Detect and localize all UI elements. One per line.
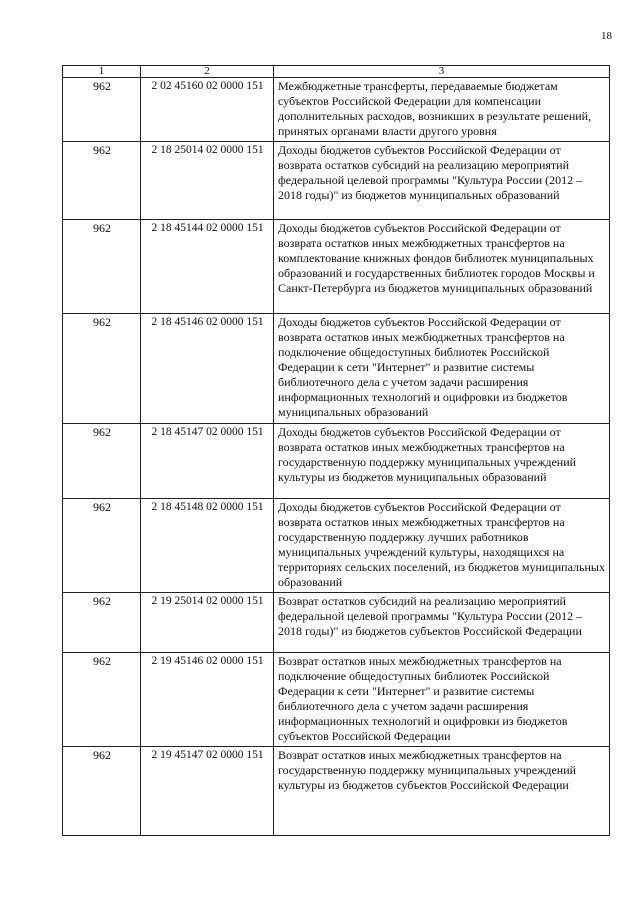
budget-code-cell: 2 02 45160 02 0000 151	[141, 78, 274, 142]
admin-code-cell: 962	[63, 142, 141, 220]
table-row	[63, 78, 610, 142]
admin-code-cell: 962	[63, 78, 141, 142]
table-row	[63, 424, 610, 499]
admin-code-cell: 962	[63, 593, 141, 653]
admin-code-cell: 962	[63, 499, 141, 593]
table-row	[63, 314, 610, 424]
income-name-cell: Доходы бюджетов субъектов Российской Федерации от возврата остатков иных межбюджетных трансфертов на государственную поддержку лучших работников муниципальных учреждений культуры, находящихся на территориях сельских поселений, из бюджетов муниципальных образований	[274, 499, 610, 593]
income-name-cell: Межбюджетные трансферты, передаваемые бюджетам субъектов Российской Федерации для компенсации дополнительных расходов, возникших в результате решений, принятых органами власти другого уровня	[274, 78, 610, 142]
table-row	[63, 499, 610, 593]
table-row	[63, 593, 610, 653]
admin-code-cell: 962	[63, 220, 141, 314]
budget-code-cell: 2 18 45144 02 0000 151	[141, 220, 274, 314]
admin-code-cell: 962	[63, 747, 141, 836]
income-name-cell: Доходы бюджетов субъектов Российской Федерации от возврата остатков иных межбюджетных трансфертов на государственную поддержку муниципальных учреждений культуры из бюджетов муниципальных образований	[274, 424, 610, 499]
admin-code-cell: 962	[63, 653, 141, 747]
income-name-cell: Возврат остатков субсидий на реализацию мероприятий федеральной целевой программы "Культура России (2012 – 2018 годы)" из бюджетов субъектов Российской Федерации	[274, 593, 610, 653]
budget-code-cell: 2 18 25014 02 0000 151	[141, 142, 274, 220]
table-header-row	[63, 66, 610, 78]
table-row	[63, 220, 610, 314]
income-name-cell: Доходы бюджетов субъектов Российской Федерации от возврата остатков субсидий на реализацию мероприятий федеральной целевой программы "Культура России (2012 – 2018 годы)" из бюджетов муниципальных образований	[274, 142, 610, 220]
table-row	[63, 142, 610, 220]
column-header-1: 1	[63, 66, 141, 78]
budget-code-cell: 2 19 45146 02 0000 151	[141, 653, 274, 747]
budget-code-cell: 2 18 45146 02 0000 151	[141, 314, 274, 424]
income-name-cell: Возврат остатков иных межбюджетных трансфертов на подключение общедоступных библиотек Российской Федерации к сети "Интернет" и развитие системы библиотечного дела с учетом задачи расширения информационных технологий и оцифровки из бюджетов субъектов Российской Федерации	[274, 653, 610, 747]
budget-code-cell: 2 19 45147 02 0000 151	[141, 747, 274, 836]
income-name-cell: Доходы бюджетов субъектов Российской Федерации от возврата остатков иных межбюджетных трансфертов на подключение общедоступных библиотек Российской Федерации к сети "Интернет" и развитие системы библиотечного дела с учетом задачи расширения информационных технологий и оцифровки из бюджетов муниципальных образований	[274, 314, 610, 424]
budget-code-cell: 2 18 45147 02 0000 151	[141, 424, 274, 499]
income-name-cell: Возврат остатков иных межбюджетных трансфертов на государственную поддержку муниципальных учреждений культуры из бюджетов субъектов Российской Федерации	[274, 747, 610, 836]
income-name-cell: Доходы бюджетов субъектов Российской Федерации от возврата остатков иных межбюджетных трансфертов на комплектование книжных фондов библиотек муниципальных образований и государственных библиотек городов Москвы и Санкт-Петербурга из бюджетов муниципальных образований	[274, 220, 610, 314]
budget-code-cell: 2 18 45148 02 0000 151	[141, 499, 274, 593]
page-number: 18	[601, 30, 612, 42]
column-header-2: 2	[141, 66, 274, 78]
column-header-3: 3	[274, 66, 610, 78]
table-row	[63, 747, 610, 836]
budget-classification-table	[62, 65, 610, 836]
table-row	[63, 653, 610, 747]
admin-code-cell: 962	[63, 314, 141, 424]
admin-code-cell: 962	[63, 424, 141, 499]
budget-code-cell: 2 19 25014 02 0000 151	[141, 593, 274, 653]
